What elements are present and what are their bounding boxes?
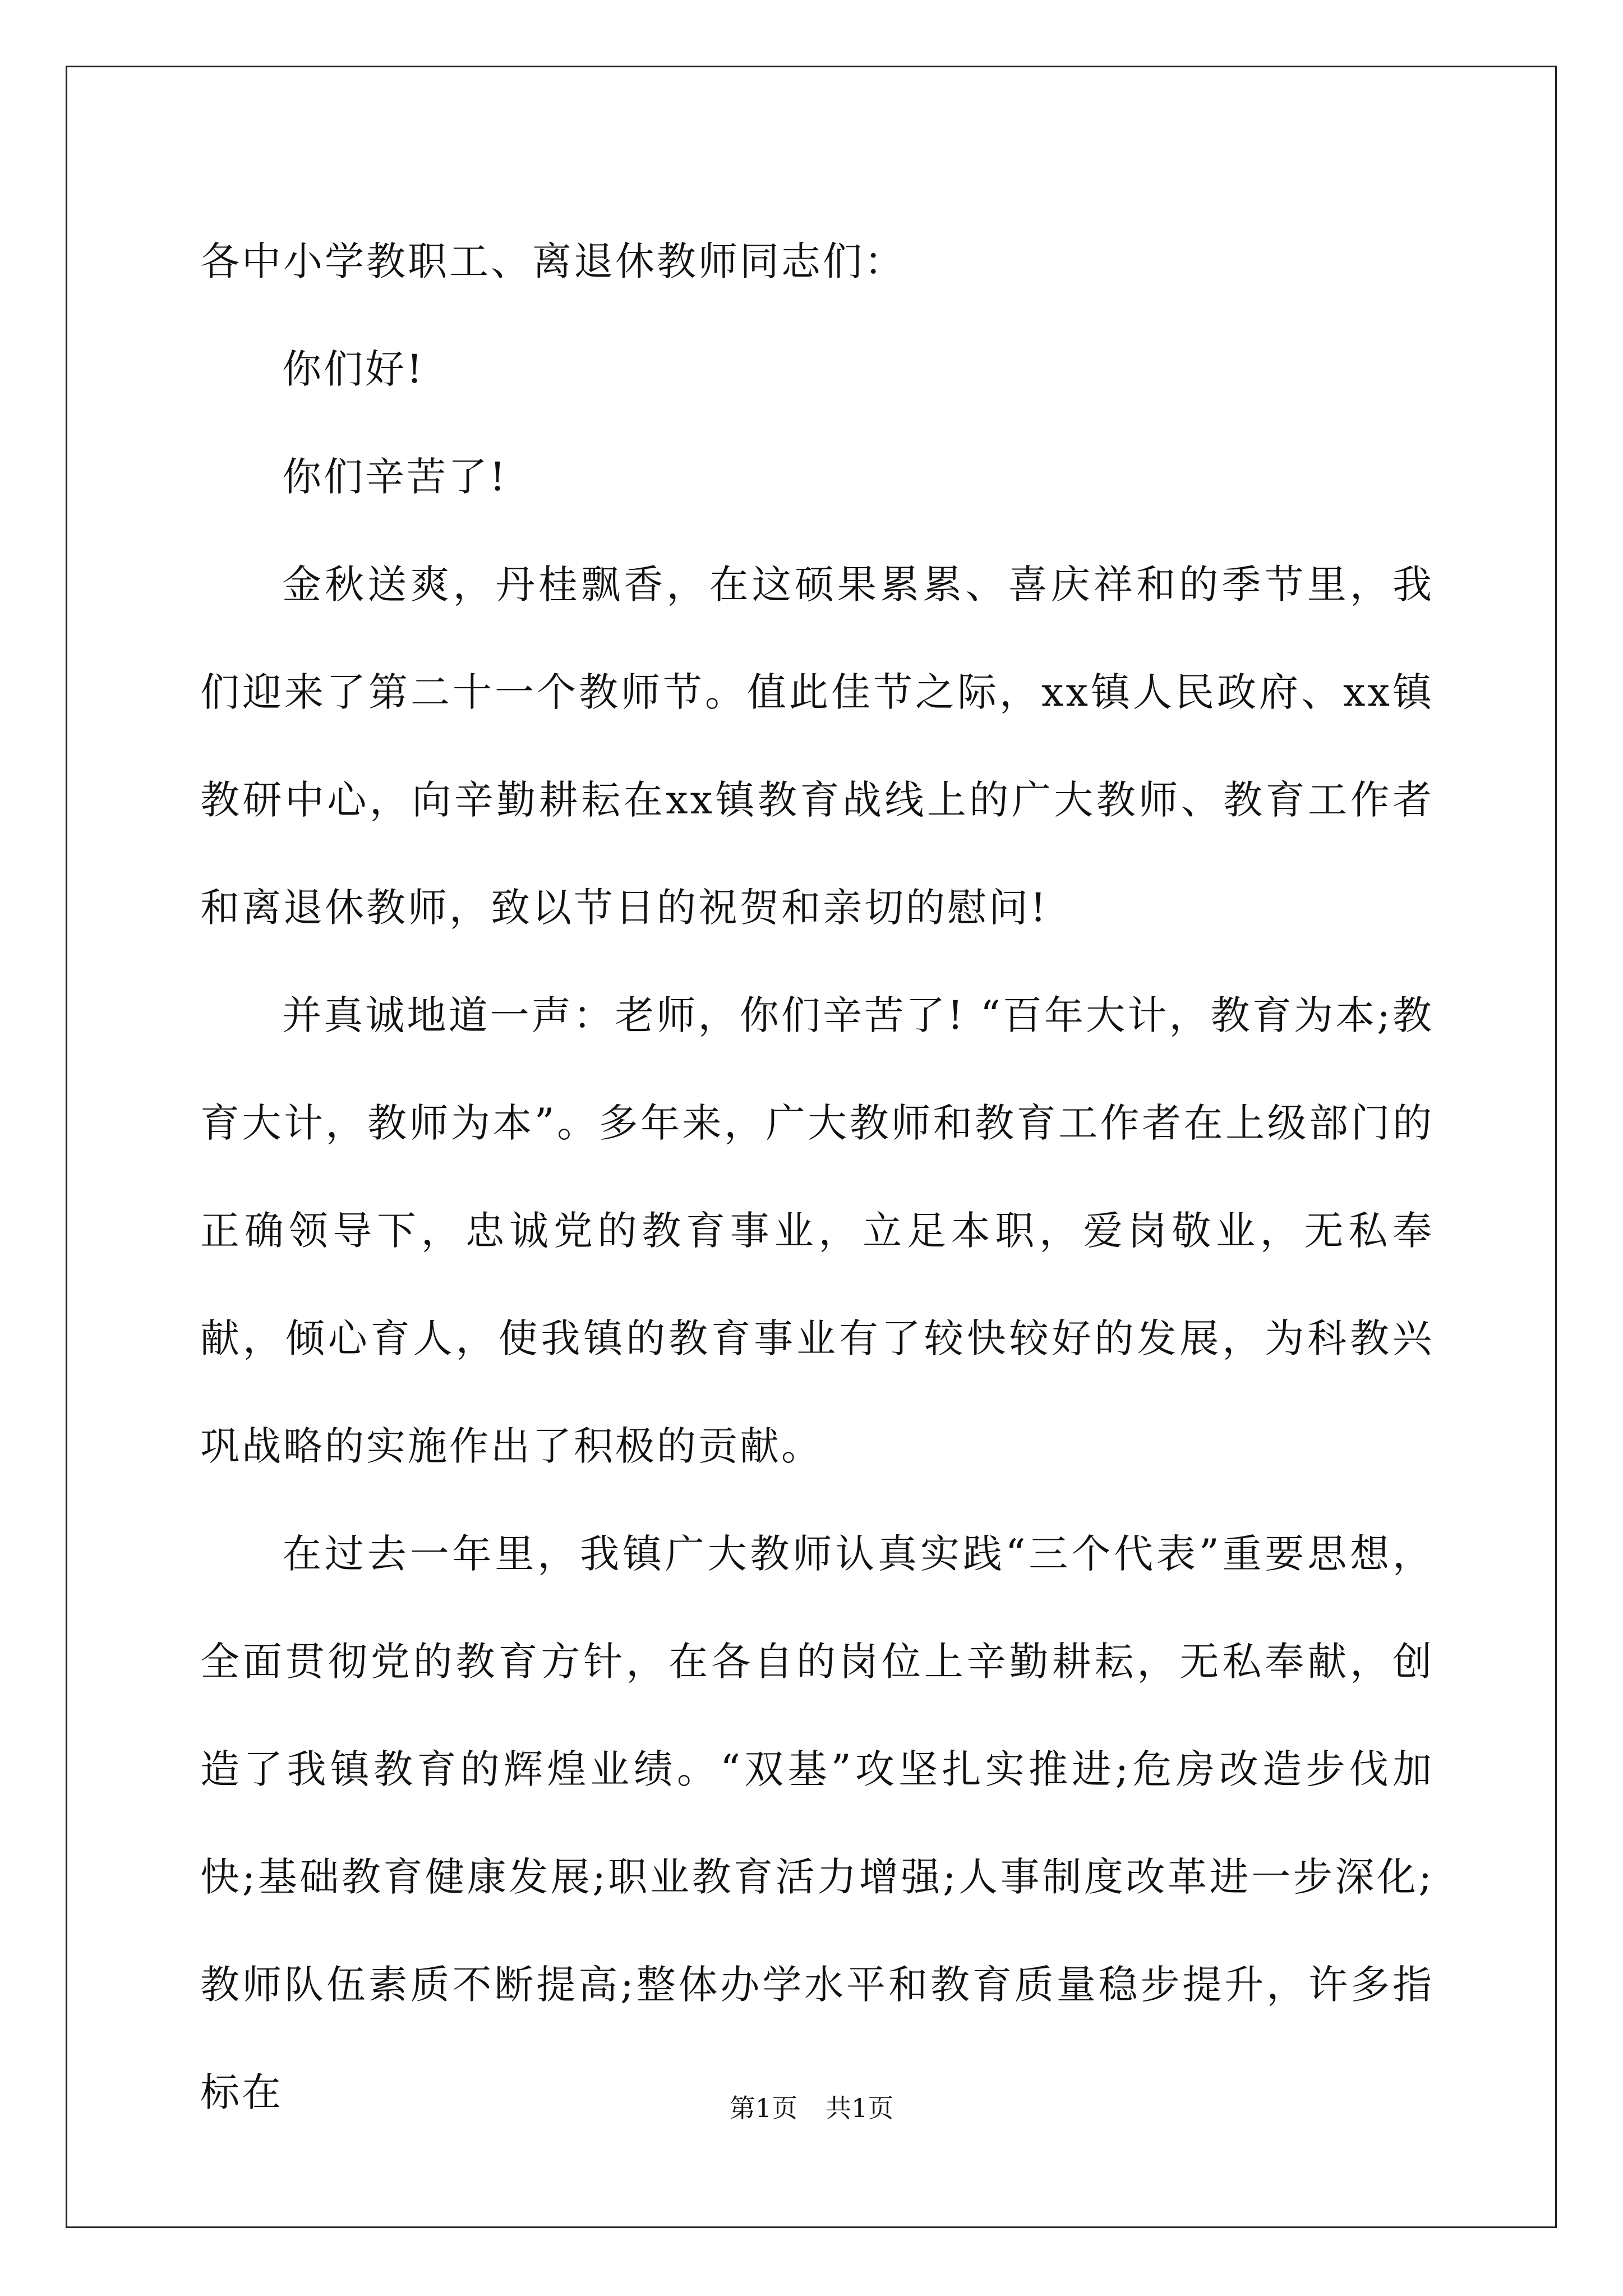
paragraph: 并真诚地道一声：老师，你们辛苦了! “百年大计，教育为本;教育大计，教师为本”。多年来，广大教师和教育工作者在上级部门的正确领导下，忠诚党的教育事业，立足本职，爱岗敬业，无私奉献，倾心育人，使我镇的教育事业有了较快较好的发展，为科教兴巩战略的实施作出了积极的贡献。 (200, 992, 1434, 1469)
paragraph: 在过去一年里，我镇广大教师认真实践“三个代表”重要思想，全面贯彻党的教育方针，在各自的岗位上辛勤耕耘，无私奉献，创造了我镇教育的辉煌业绩。“双基”攻坚扎实推进;危房改造步伐加快;基础教育健康发展;职业教育活力增强;人事制度改革进一步深化;教师队伍素质不断提高;整体办学水平和教育质量稳步提升，许多指标在 (200, 1531, 1434, 2115)
page-footer (0, 2091, 1623, 2125)
page-number-total: 共1页 (826, 2093, 894, 2123)
document-body (200, 208, 1434, 2146)
salutation: 各中小学教职工、离退休教师同志们： (200, 238, 906, 284)
paragraph: 你们好! (282, 346, 425, 392)
page-number-current: 第1页 (729, 2093, 797, 2123)
paragraph: 你们辛苦了! (282, 454, 508, 500)
paragraph: 金秋送爽，丹桂飘香，在这硕果累累、喜庆祥和的季节里，我们迎来了第二十一个教师节。值此佳节之际，xx镇人民政府、xx镇教研中心，向辛勤耕耘在xx镇教育战线上的广大教师、教育工作者和离退休教师，致以节日的祝贺和亲切的慰问! (200, 562, 1434, 931)
